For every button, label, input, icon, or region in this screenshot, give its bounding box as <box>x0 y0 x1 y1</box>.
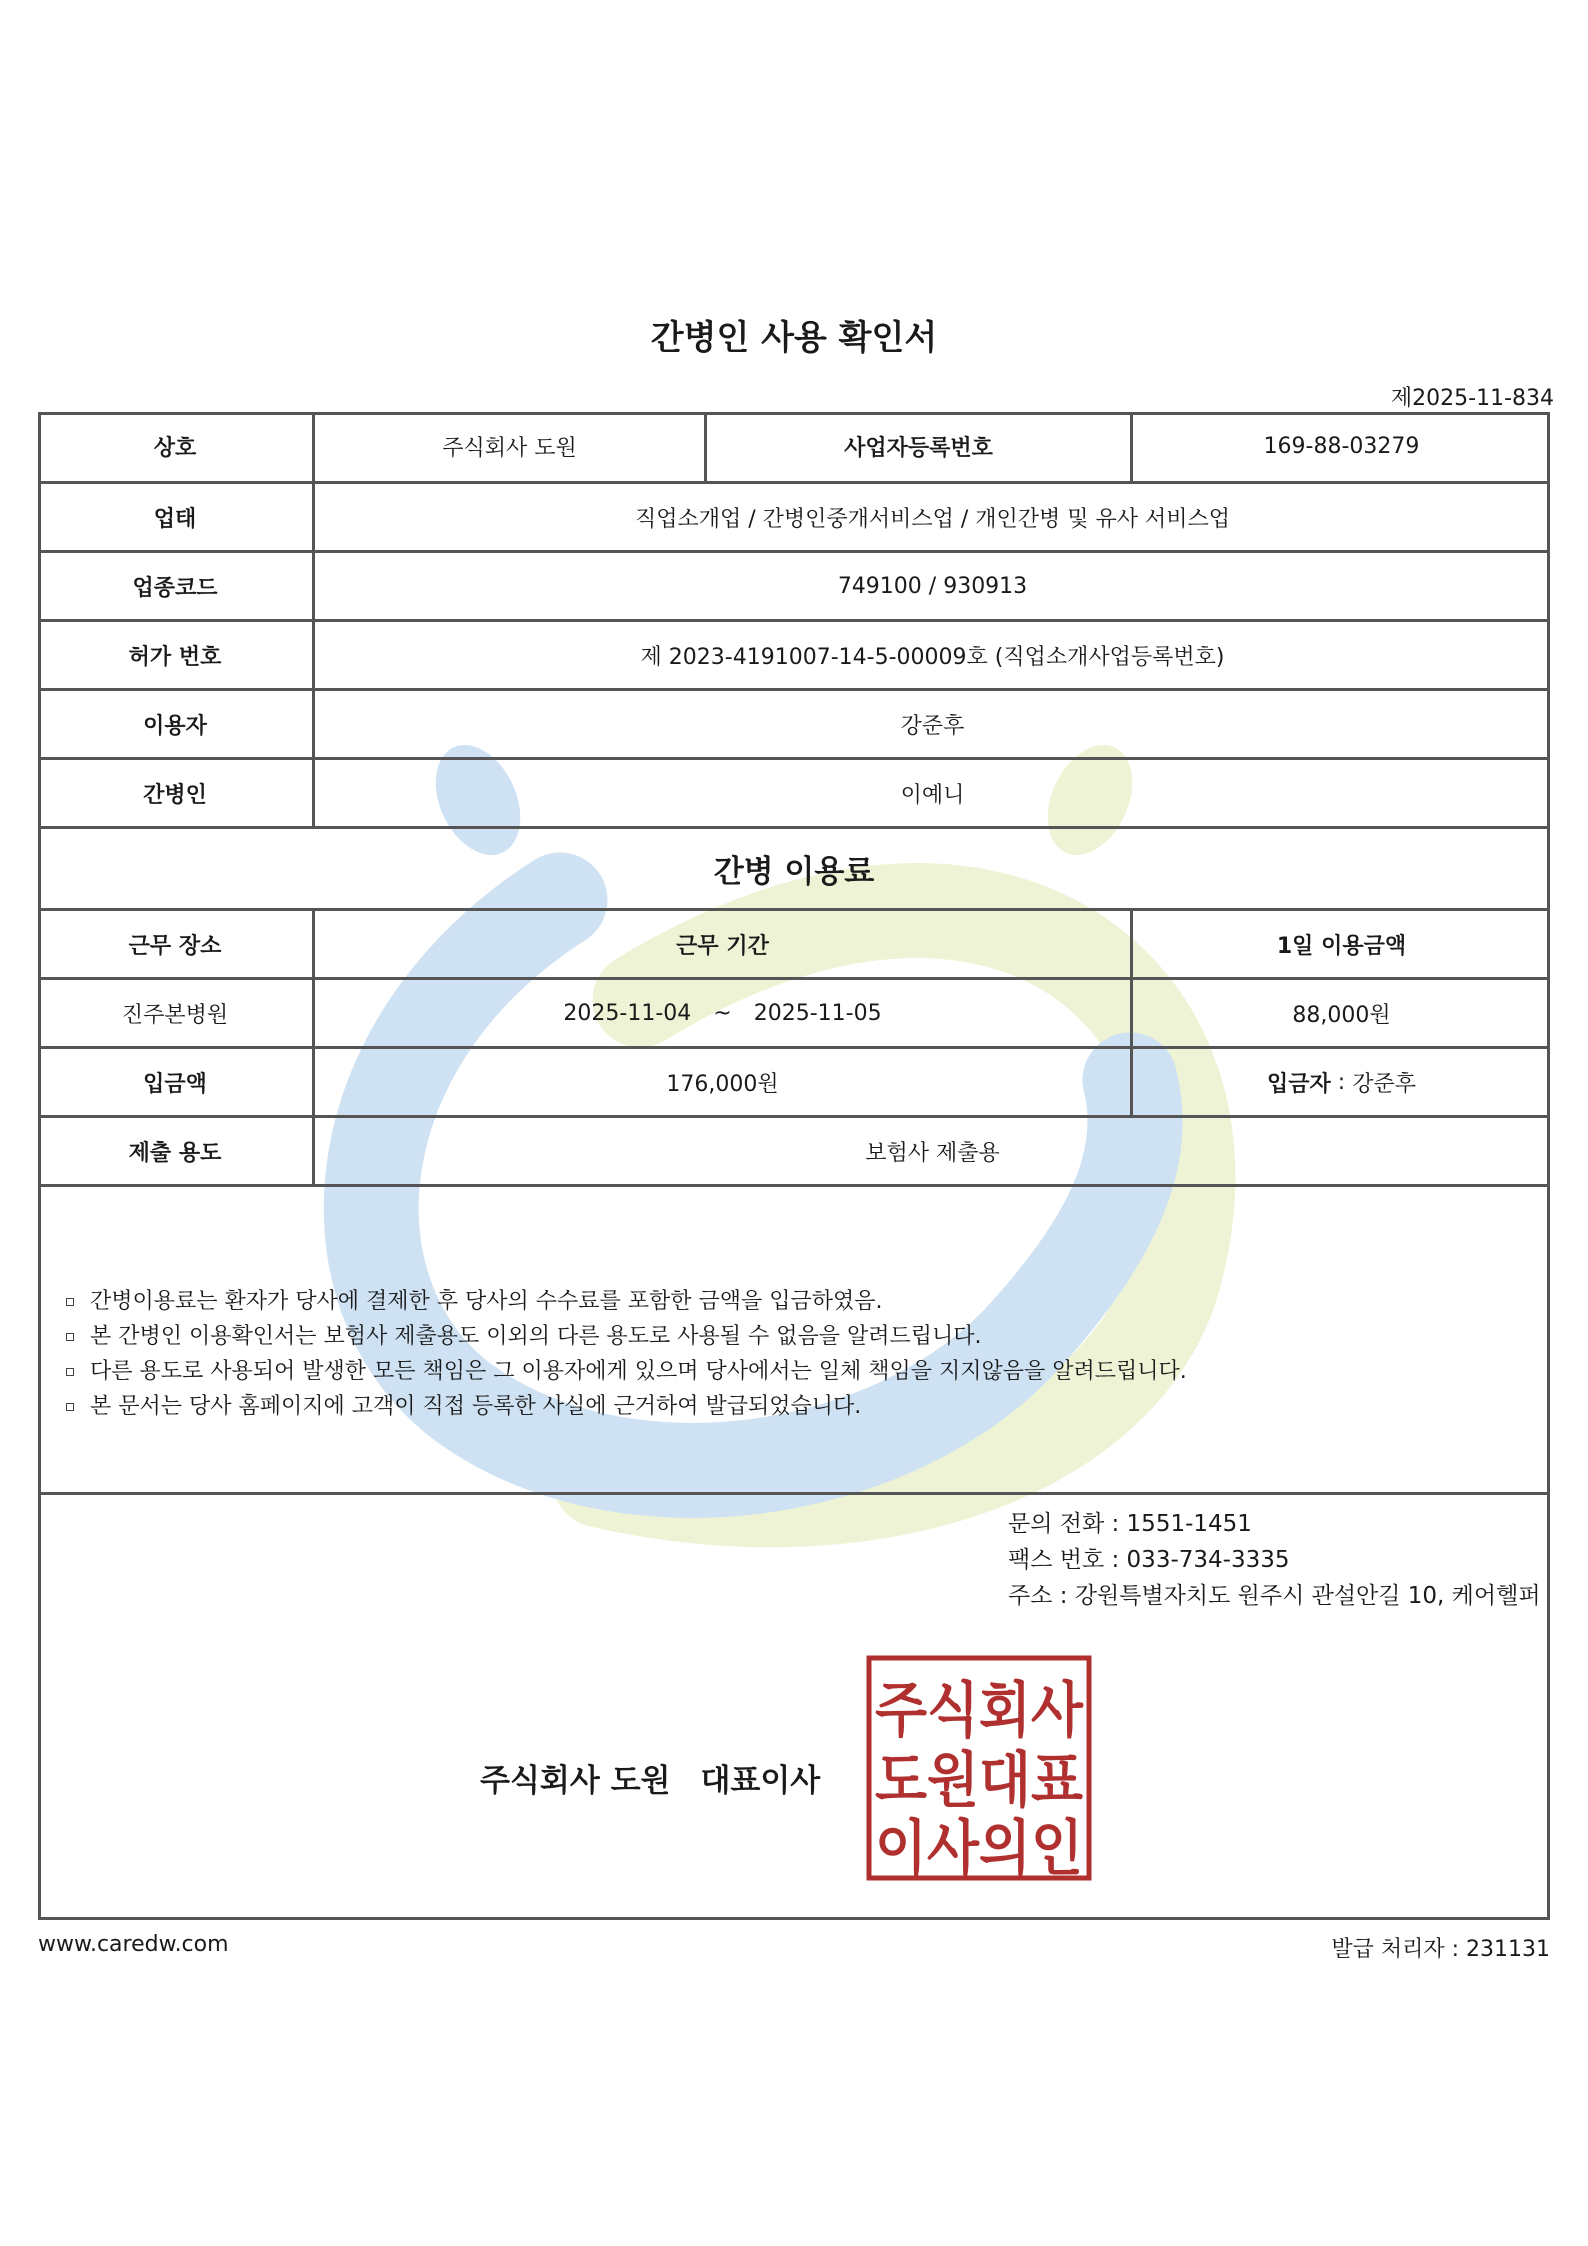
industry-code-value: 749100 / 930913 <box>312 553 1550 619</box>
caregiver-value: 이예니 <box>312 760 1550 826</box>
row-license <box>38 622 1550 691</box>
reg-number-value: 169-88-03279 <box>1130 412 1550 481</box>
row-deposit <box>38 1049 1550 1118</box>
company-value: 주식회사 도원 <box>312 412 704 481</box>
license-label: 허가 번호 <box>128 644 222 670</box>
purpose-label: 제출 용도 <box>128 1140 222 1166</box>
daily-amount-value: 88,000원 <box>1130 980 1550 1046</box>
square-bullet-icon <box>66 1368 74 1376</box>
depositor-value: 강준후 <box>1352 1071 1416 1097</box>
seal-line-3: 이사의인 <box>875 1814 1083 1881</box>
signer-company: 주식회사 도원 <box>480 1763 671 1799</box>
deposit-value: 176,000원 <box>312 1049 1130 1115</box>
row-fee-values <box>38 980 1550 1049</box>
row-fee-headers <box>38 911 1550 980</box>
row-caregiver <box>38 760 1550 829</box>
depositor <box>1130 1049 1550 1115</box>
square-bullet-icon <box>66 1298 74 1306</box>
work-place-label: 근무 장소 <box>128 933 222 959</box>
row-business <box>38 484 1550 553</box>
note-text: 본 문서는 당사 홈페이지에 고객이 직접 등록한 사실에 근거하여 발급되었습니다. <box>90 1394 862 1419</box>
work-place-value: 진주본병원 <box>121 1002 229 1028</box>
caregiver-label: 간병인 <box>143 782 207 808</box>
seal-line-2: 도원대표 <box>875 1746 1084 1816</box>
contact-info <box>1008 1506 1541 1614</box>
note-item <box>62 1389 1187 1424</box>
license-value: 제 2023-4191007-14-5-00009호 (직업소개사업등록번호) <box>312 622 1550 688</box>
note-item <box>62 1319 1187 1354</box>
business-label: 업태 <box>153 506 197 532</box>
row-fee-title <box>38 829 1550 911</box>
work-period-value <box>312 980 1130 1046</box>
contact-fax: 팩스 번호 : 033-734-3335 <box>1008 1547 1290 1573</box>
footer-processor: 발급 처리자 : 231131 <box>1331 1937 1550 1962</box>
depositor-separator: : <box>1330 1069 1353 1095</box>
contact-phone: 문의 전화 : 1551-1451 <box>1008 1511 1252 1537</box>
business-value: 직업소개업 / 간병인중개서비스업 / 개인간병 및 유사 서비스업 <box>312 484 1550 550</box>
signer-title: 대표이사 <box>700 1763 821 1799</box>
end-date: 2025-11-05 <box>753 1000 882 1026</box>
notes-list <box>62 1284 1187 1424</box>
daily-amount-label: 1일 이용금액 <box>1130 911 1550 977</box>
user-label: 이용자 <box>143 713 207 739</box>
signer <box>480 1755 850 1800</box>
row-user <box>38 691 1550 760</box>
reg-number-label: 사업자등록번호 <box>704 412 1130 481</box>
work-period-label: 근무 기간 <box>312 911 1130 977</box>
note-item <box>62 1284 1187 1319</box>
square-bullet-icon <box>66 1403 74 1411</box>
square-bullet-icon <box>66 1333 74 1341</box>
contact-address: 주소 : 강원특별자치도 원주시 관설안길 10, 케어헬퍼 <box>1008 1583 1541 1609</box>
document-title: 간병인 사용 확인서 <box>650 318 938 358</box>
note-text: 본 간병인 이용확인서는 보험사 제출용도 이외의 다른 용도로 사용될 수 없음을 알려드립니다. <box>90 1324 982 1349</box>
company-label: 상호 <box>153 436 197 461</box>
row-purpose <box>38 1118 1550 1187</box>
period-tilde: ~ <box>713 1000 732 1026</box>
note-text: 간병이용료는 환자가 당사에 결제한 후 당사의 수수료를 포함한 금액을 입금하였음. <box>90 1289 883 1314</box>
company-seal <box>866 1655 1092 1881</box>
user-value: 강준후 <box>312 691 1550 757</box>
note-item <box>62 1354 1187 1389</box>
footer-website: www.caredw.com <box>38 1932 229 1957</box>
purpose-value: 보험사 제출용 <box>312 1118 1550 1184</box>
document-number: 제2025-11-834 <box>1390 386 1554 411</box>
seal-line-1: 주식회사 <box>875 1676 1084 1746</box>
fee-section-title: 간병 이용료 <box>713 854 875 890</box>
note-text: 다른 용도로 사용되어 발생한 모든 책임은 그 이용자에게 있으며 당사에서는 일체 책임을 지지않음을 알려드립니다. <box>90 1359 1187 1384</box>
row-industry-code <box>38 553 1550 622</box>
industry-code-label: 업종코드 <box>132 575 218 601</box>
start-date: 2025-11-04 <box>563 1000 692 1026</box>
row-company <box>38 412 1550 484</box>
deposit-label: 입금액 <box>143 1071 207 1097</box>
depositor-label: 입금자 <box>1267 1071 1331 1097</box>
